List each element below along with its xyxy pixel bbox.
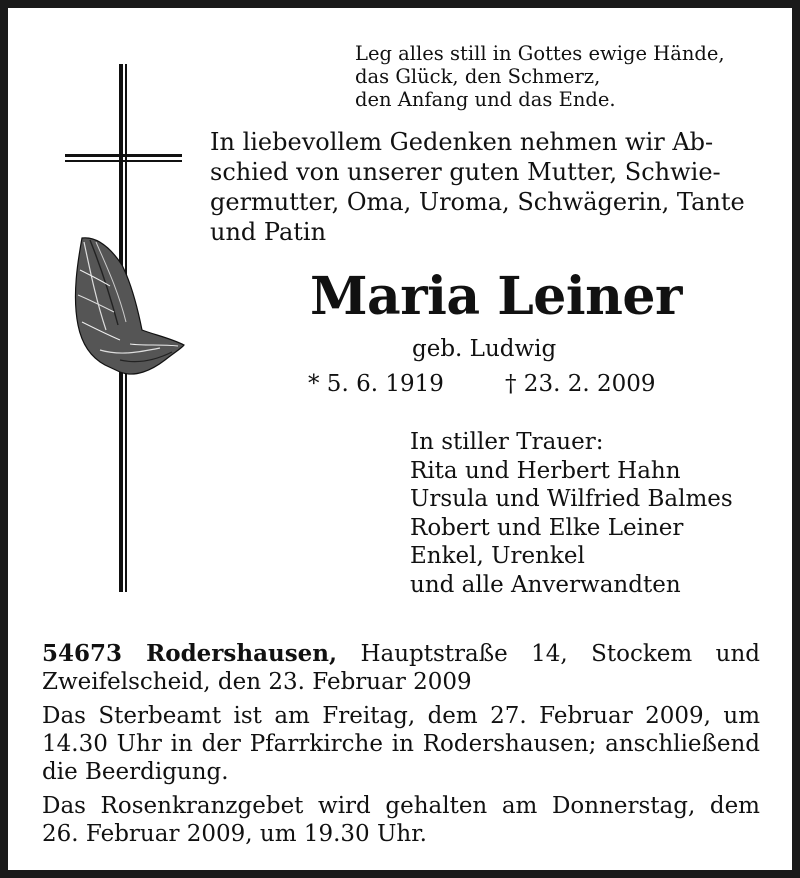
mourner-entry: Robert und Elke Leiner xyxy=(410,514,684,541)
mourner-entry: Enkel, Urenkel xyxy=(410,543,585,569)
rosary-paragraph: Das Rosenkranzgebet wird gehalten am Donnerstag, dem 26. Februar 2009, um 19.30 Uhr. xyxy=(42,793,760,847)
mourner-entry: und alle Anverwandten xyxy=(410,571,681,598)
maiden-name: geb. Ludwig xyxy=(412,336,557,362)
intro-text xyxy=(210,127,745,247)
address-paragraph xyxy=(42,640,760,696)
mourner-entry: Ursula und Wilfried Balmes xyxy=(410,486,733,512)
birth-date: * 5. 6. 1919 xyxy=(308,371,444,397)
mourner-entry: Rita und Herbert Hahn xyxy=(410,457,681,484)
intro-line: germutter, Oma, Uroma, Schwägerin, Tante xyxy=(210,188,745,216)
motto-line: das Glück, den Schmerz, xyxy=(355,65,601,88)
deceased-name: Maria Leiner xyxy=(310,266,682,327)
service-paragraph: Das Sterbeamt ist am Freitag, dem 27. Februar 2009, um 14.30 Uhr in der Pfarrkirche in Rodershausen; anschließend die Beerdigung. xyxy=(42,703,760,785)
intro-line: schied von unserer guten Mutter, Schwie- xyxy=(210,158,721,186)
cross-icon xyxy=(60,60,190,600)
intro-line: und Patin xyxy=(210,218,327,246)
city-name: 54673 Rodershausen, xyxy=(42,640,338,667)
mourners-list xyxy=(410,428,733,599)
intro-line: In liebevollem Gedenken nehmen wir Ab- xyxy=(210,128,714,156)
motto-line: den Anfang und das Ende. xyxy=(355,88,616,111)
footer-details xyxy=(42,640,760,854)
motto-line: Leg alles still in Gottes ewige Hände, xyxy=(355,42,725,65)
mourners-heading: In stiller Trauer: xyxy=(410,429,604,455)
address-text: Hauptstraße 14, Stockem und Zweifelscheid, den 23. Februar 2009 xyxy=(42,641,760,695)
motto-verse xyxy=(355,42,725,111)
praying-hands-icon xyxy=(75,238,184,374)
death-date: † 23. 2. 2009 xyxy=(505,371,656,397)
